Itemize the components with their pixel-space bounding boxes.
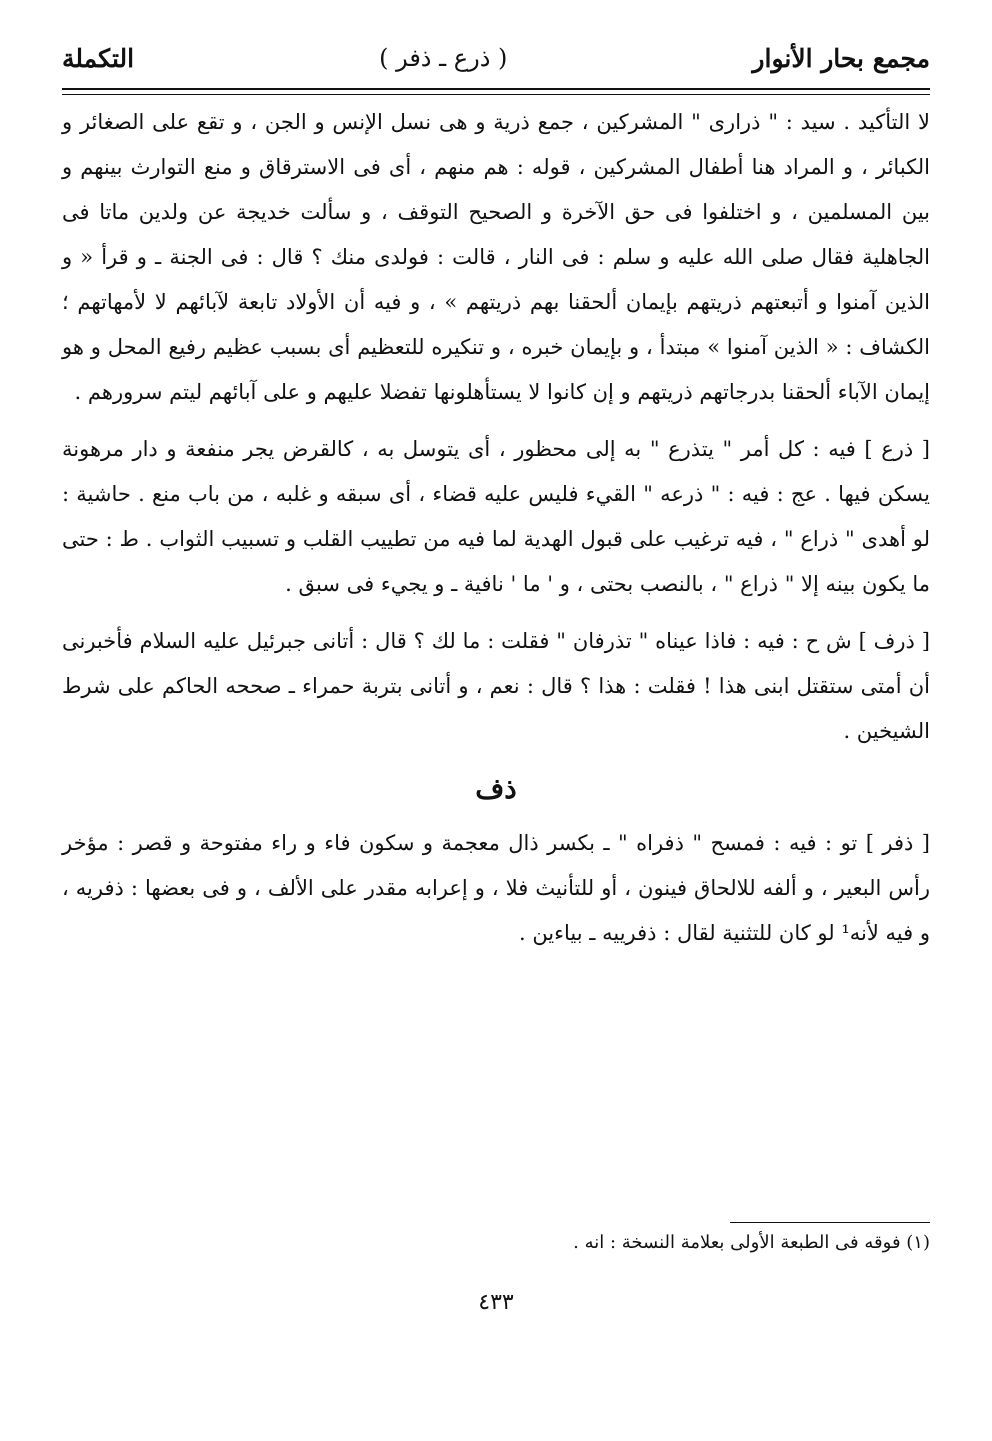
header-rule-thick (62, 88, 930, 90)
paragraph-continuation: لا التأكيد . سيد : " ذرارى " المشركين ، جمع ذرية و هى نسل الإنس و الجن ، و تقع على الصغائر و الكبائر ، و المراد هنا أطفال المشركين ، قوله : هم منهم ، أى فى الاسترقاق و منع التوارث بينهم و بين المسلمين ، و اختلفوا فى حق الآخرة و الصحيح التوقف ، و سألت خديجة عن ولدين ماتا فى الجاهلية فقال صلى الله عليه و سلم : فى النار ، قالت : فولدى منك ؟ قال : فى الجنة ـ و قرأ « و الذين آمنوا و أتبعتهم ذريتهم بإيمان ألحقنا بهم ذريتهم » ، و فيه أن الأولاد تابعة لآبائهم لا لأمهاتهم ؛ الكشاف : « الذين آمنوا » مبتدأ ، و بإيمان خبره ، و تنكيره للتعظيم أى بسبب عظيم رفيع المحل و هو إيمان الآباء ألحقنا بدرجاتهم ذريتهم و إن كانوا لا يستأهلونها تفضلا عليهم و على آبائهم ليتم سرورهم . (62, 110, 930, 404)
header-section-name: التكملة (62, 43, 135, 73)
header-rule-thin (62, 94, 930, 95)
page-number: ٤٣٣ (478, 1290, 514, 1315)
main-text (62, 100, 930, 956)
paragraph-entry-dhara: [ ذرع ] فيه : كل أمر " يتذرع " به إلى محظور ، أى يتوسل به ، كالقرض يجر منفعة و دار مرهونة يسكن فيها . عج : فيه : " ذرعه " القيء فليس عليه قضاء ، أى سبقه و غلبه ، من باب منع . حاشية : لو أهدى " ذراع " ، فيه ترغيب على قبول الهدية لما فيه من تطييب القلب و تسبيب الثواب . ط : حتى ما يكون بينه إلا " ذراع " ، بالنصب بحتى ، و ' ما ' نافية ـ و يجيء فى سبق . (62, 437, 930, 596)
header-entry-range: ( ذرع ـ ذفر ) (379, 44, 508, 72)
page-header (62, 32, 930, 84)
header-book-title: مجمع بحار الأنوار (752, 43, 930, 73)
footnote-rule (730, 1222, 930, 1223)
section-title: ذف (475, 772, 517, 805)
paragraph-entry-dharaf: [ ذرف ] ش ح : فيه : فاذا عيناه " تذرفان " فقلت : ما لك ؟ قال : أتانى جبرئيل عليه السلام فأخبرنى أن أمتى ستقتل ابنى هذا ! فقلت : هذا ؟ قال : نعم ، و أتانى بتربة حمراء ـ صححه الحاكم على شرط الشيخين . (62, 629, 930, 743)
paragraph-entry-dhafar: [ ذفر ] تو : فيه : فمسح " ذفراه " ـ بكسر ذال معجمة و سكون فاء و راء مفتوحة و قصر : مؤخر رأس البعير ، و ألفه للالحاق فينون ، أو للتأنيث فلا ، و إعرابه مقدر على الألف ، و فى بعضها : ذفريه ، و فيه لأنه¹ لو كان للتثنية لقال : ذفرييه ـ بياءين . (62, 831, 930, 945)
footnote: (١) فوقه فى الطبعة الأولى بعلامة النسخة : انه . (573, 1232, 930, 1253)
